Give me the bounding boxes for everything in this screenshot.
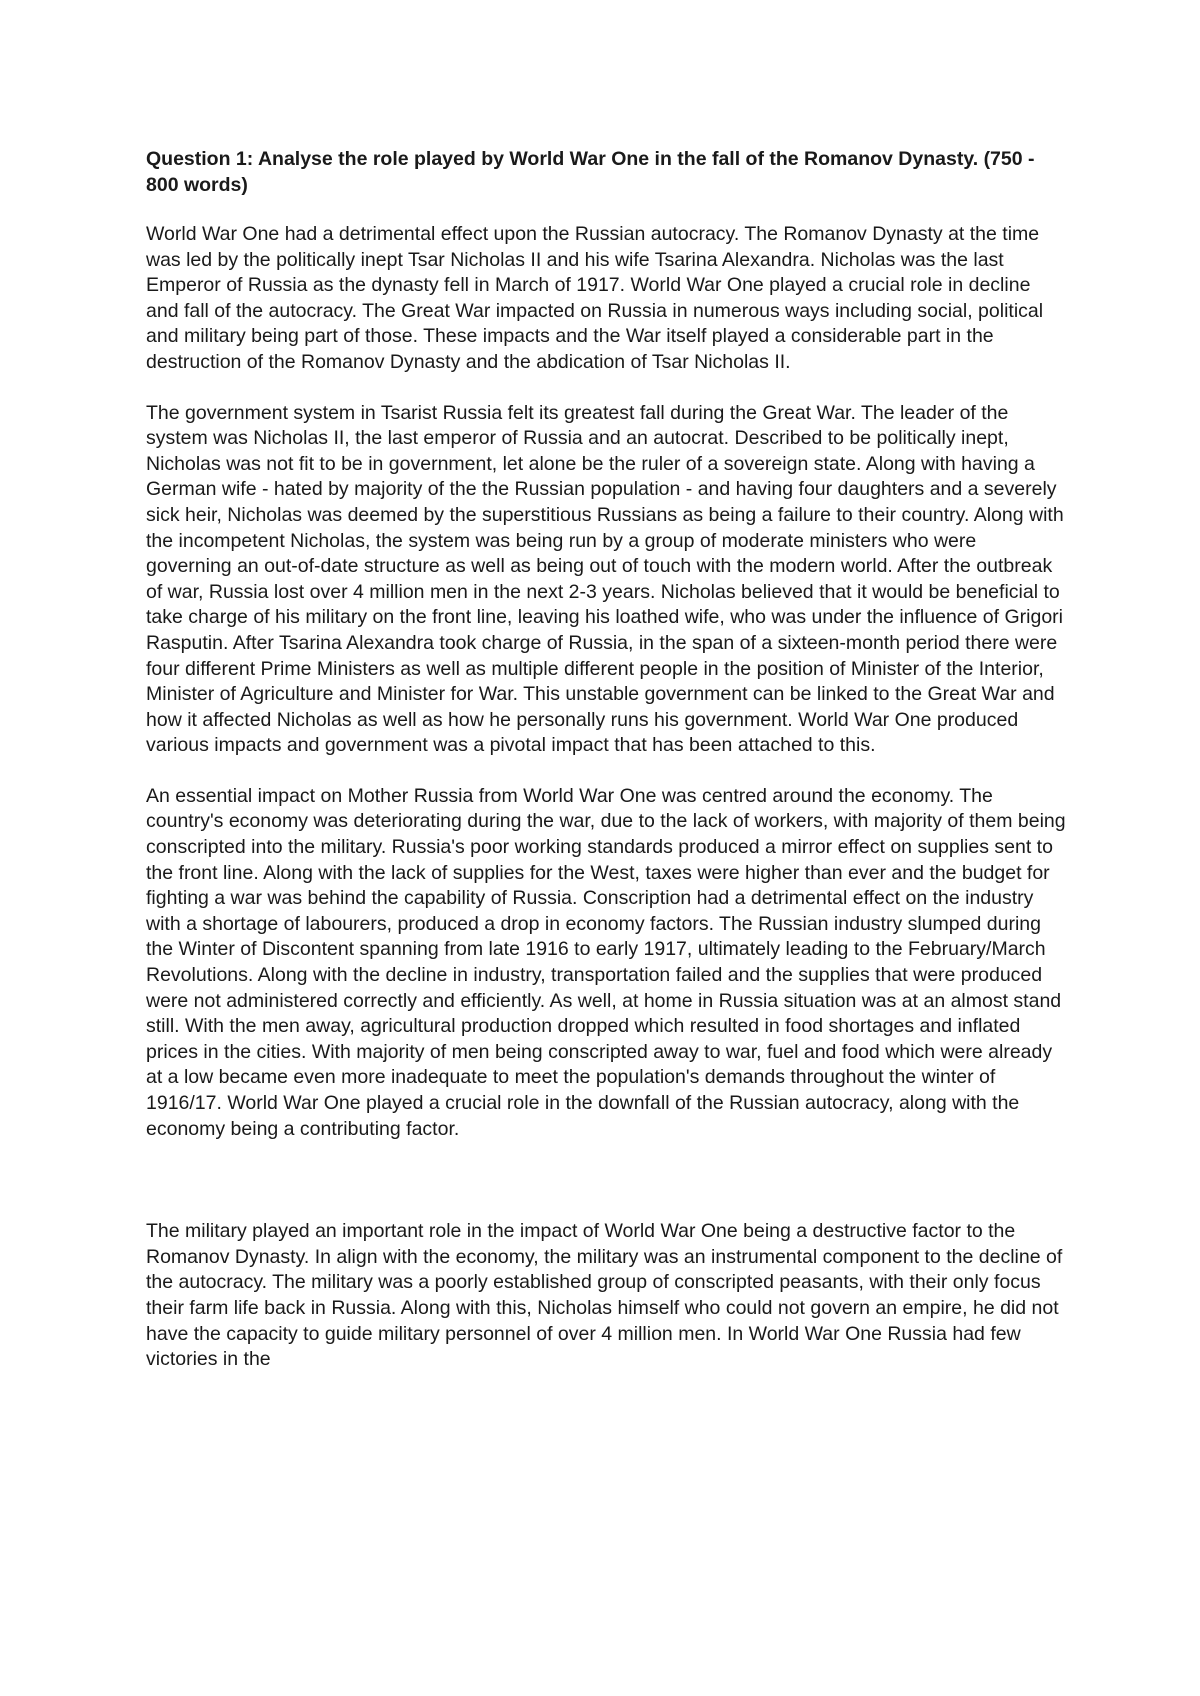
paragraph-introduction: World War One had a detrimental effect upon the Russian autocracy. The Romanov Dynasty at the time was led by the politically inept Tsar Nicholas II and his wife Tsarina Alexandra. Nicholas was the last Emperor of Russia as the dynasty fell in March of 1917. World War One played a crucial role in decline and fall of the autocracy. The Great War impacted on Russia in numerous ways including social, political and military being part of those. These impacts and the War itself played a considerable part in the destruction of the Romanov Dynasty and the abdication of Tsar Nicholas II.: [146, 223, 1044, 373]
document-body: [146, 146, 1066, 1398]
question-heading: Question 1: Analyse the role played by World War One in the fall of the Romanov Dynasty. (750 - 800 words): [146, 148, 1035, 196]
paragraph-government: The government system in Tsarist Russia felt its greatest fall during the Great War. The leader of the system was Nicholas II, the last emperor of Russia and an autocrat. Described to be politically inept, Nicholas was not fit to be in government, let alone be the ruler of a sovereign state. Along with having a German wife - hated by majority of the the Russian population - and having four daughters and a severely sick heir, Nicholas was deemed by the superstitious Russians as being a failure to their country. Along with the incompetent Nicholas, the system was being run by a group of moderate ministers who were governing an out-of-date structure as well as being out of touch with the modern world. After the outbreak of war, Russia lost over 4 million men in the next 2-3 years. Nicholas believed that it would be beneficial to take charge of his military on the front line, leaving his loathed wife, who was under the influence of Grigori Rasputin. After Tsarina Alexandra took charge of Russia, in the span of a sixteen-month period there were four different Prime Ministers as well as multiple different people in the position of Minister of the Interior, Minister of Agriculture and Minister for War. This unstable government can be linked to the Great War and how it affected Nicholas as well as how he personally runs his government. World War One produced various impacts and government was a pivotal impact that has been attached to this.: [146, 401, 1064, 757]
paragraph-military: The military played an important role in the impact of World War One being a destructive factor to the Romanov Dynasty. In align with the economy, the military was an instrumental component to the decline of the autocracy. The military was a poorly established group of conscripted peasants, with their only focus their farm life back in Russia. Along with this, Nicholas himself who could not govern an empire, he did not have the capacity to guide military personnel of over 4 million men. In World War One Russia had few victories in the: [146, 1220, 1063, 1371]
paragraph-economy: An essential impact on Mother Russia from World War One was centred around the economy. The country's economy was deteriorating during the war, due to the lack of workers, with majority of them being conscripted into the military. Russia's poor working standards produced a mirror effect on supplies sent to the front line. Along with the lack of supplies for the West, taxes were higher than ever and the budget for fighting a war was behind the capability of Russia. Conscription had a detrimental effect on the industry with a shortage of labourers, produced a drop in economy factors. The Russian industry slumped during the Winter of Discontent spanning from late 1916 to early 1917, ultimately leading to the February/March Revolutions. Along with the decline in industry, transportation failed and the supplies that were produced were not administered correctly and efficiently. As well, at home in Russia situation was at an almost stand still. With the men away, agricultural production dropped which resulted in food shortages and inflated prices in the cities. With majority of men being conscripted away to war, fuel and food which were already at a low became even more inadequate to meet the population's demands throughout the winter of 1916/17. World War One played a crucial role in the downfall of the Russian autocracy, along with the economy being a contributing factor.: [146, 784, 1066, 1140]
